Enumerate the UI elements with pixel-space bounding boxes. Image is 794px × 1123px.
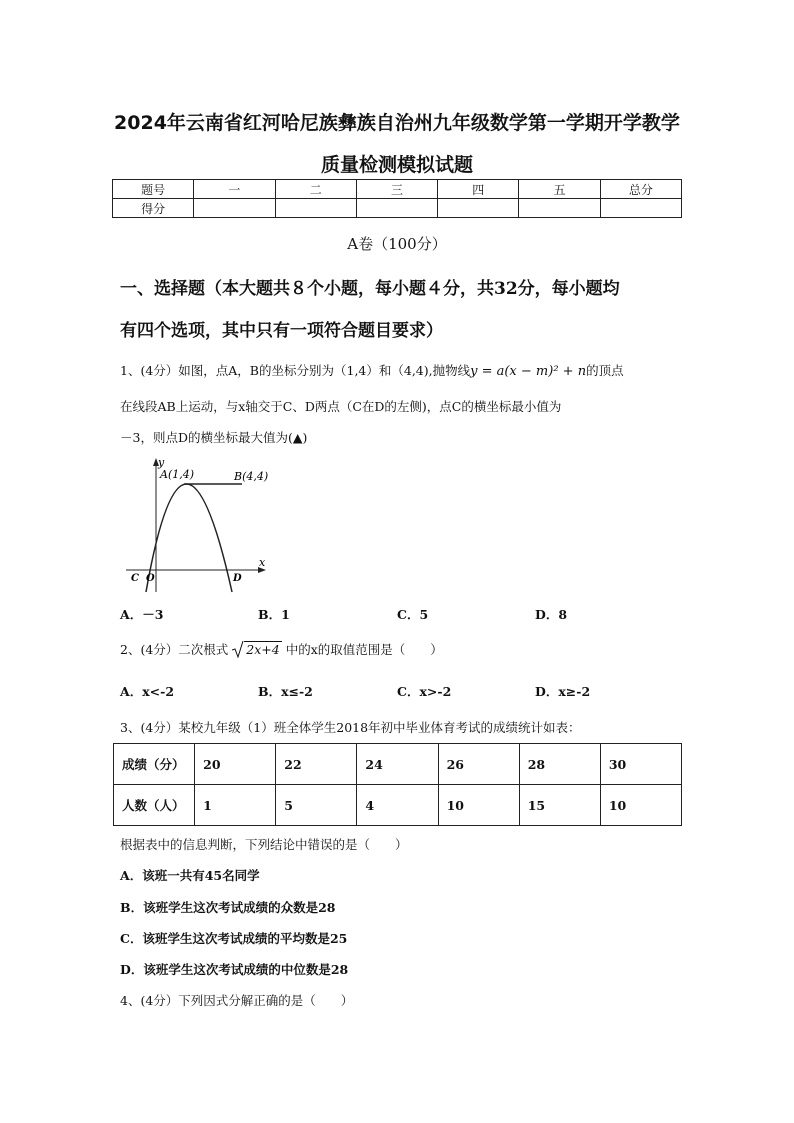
q1-suffix: 的顶点: [586, 363, 624, 378]
parabola-curve: [146, 484, 232, 592]
score-table-header-row: [113, 180, 682, 199]
volume-label: A卷（100分）: [347, 235, 447, 253]
q3-stem: 3、(4分）某校九年级（1）班全体学生2018年初中毕业体育考试的成绩统计如表：: [120, 720, 581, 735]
q3-table-cell: 26: [438, 744, 519, 785]
q3-option-c[interactable]: C．该班学生这次考试成绩的平均数是25: [120, 931, 348, 946]
q1-formula: y = a(x − m)² + n: [470, 364, 587, 379]
q3-table-cell: 5: [276, 785, 357, 826]
score-empty-cell: [438, 199, 519, 218]
q2-prefix: 2、(4分）二次根式: [120, 642, 229, 657]
radical-sign-icon: [232, 640, 244, 658]
q1-option-d[interactable]: D．8: [535, 607, 568, 622]
score-row-label: 得分: [113, 199, 194, 218]
q3-option-d[interactable]: D．该班学生这次考试成绩的中位数是28: [120, 962, 349, 977]
point-d-label: D: [233, 573, 242, 584]
q2-stem: [120, 640, 443, 658]
q3-option-a[interactable]: A．该班一共有45名同学: [120, 868, 260, 883]
score-header-cell: 题号: [113, 180, 194, 199]
score-header-cell: 一: [194, 180, 275, 199]
q3-option-b[interactable]: B．该班学生这次考试成绩的众数是28: [120, 900, 336, 915]
point-b-label: B(4,4): [234, 470, 269, 483]
section-heading-line2: 有四个选项，其中只有一项符合题目要求）: [120, 321, 443, 341]
q3-table-cell: 10: [438, 785, 519, 826]
point-c-label: C: [131, 573, 139, 584]
q3-table-cell: 22: [276, 744, 357, 785]
q2-option-c[interactable]: C．x>-2: [397, 684, 452, 699]
q3-table-row-score: [114, 744, 682, 785]
q3-table-cell: 20: [195, 744, 276, 785]
score-header-cell: 二: [275, 180, 356, 199]
q2-suffix: 中的x的取值范围是（ ）: [285, 642, 443, 657]
q3-table-cell: 人数（人）: [114, 785, 195, 826]
q1-prefix: 1、(4分）如图，点A，B的坐标分别为（1,4）和（4,4),抛物线: [120, 363, 471, 378]
document-title-line1: 2024年云南省红河哈尼族彝族自治州九年级数学第一学期开学教学: [114, 112, 680, 134]
q2-option-a[interactable]: A．x<-2: [120, 684, 175, 699]
q2-radicand: 2x+4: [246, 642, 280, 657]
origin-label: O: [146, 573, 155, 584]
q3-table-cell: 15: [519, 785, 600, 826]
q2-option-d[interactable]: D．x≥-2: [535, 684, 591, 699]
score-empty-cell: [519, 199, 600, 218]
q1-stem-line3: －3，则点D的横坐标最大值为(▲): [120, 430, 308, 445]
q2-option-b[interactable]: B．x≤-2: [258, 684, 313, 699]
score-empty-cell: [194, 199, 275, 218]
q3-followup: 根据表中的信息判断，下列结论中错误的是（ ）: [120, 837, 408, 852]
point-a-label: A(1,4): [160, 468, 195, 481]
y-axis-label: y: [158, 456, 165, 469]
q1-option-b[interactable]: B．1: [258, 607, 290, 622]
q3-table-cell: 28: [519, 744, 600, 785]
q3-table-cell: 4: [357, 785, 438, 826]
q1-option-a[interactable]: A．－3: [120, 607, 164, 622]
q4-stem: 4、(4分）下列因式分解正确的是（ ）: [120, 993, 354, 1008]
q3-grades-table: [113, 743, 682, 826]
q3-table-cell: 24: [357, 744, 438, 785]
q3-table-row-count: [114, 785, 682, 826]
score-empty-cell: [356, 199, 437, 218]
score-header-cell: 三: [356, 180, 437, 199]
score-header-cell: 四: [438, 180, 519, 199]
q1-stem-line2: 在线段AB上运动，与x轴交于C、D两点（C在D的左侧)，点C的横坐标最小值为: [120, 399, 562, 414]
score-table: [112, 179, 682, 218]
q3-table-cell: 成绩（分）: [114, 744, 195, 785]
score-empty-cell: [275, 199, 356, 218]
score-empty-cell: [600, 199, 681, 218]
score-header-cell: 五: [519, 180, 600, 199]
score-table-value-row: [113, 199, 682, 218]
score-header-cell: 总分: [600, 180, 681, 199]
q1-stem-line1: [120, 361, 624, 379]
q2-radical: [232, 642, 281, 657]
q1-parabola-figure: [118, 452, 278, 597]
x-axis-label: x: [259, 556, 266, 569]
section-heading-line1: 一、选择题（本大题共８个小题，每小题４分，共32分，每小题均: [120, 279, 620, 299]
q1-option-c[interactable]: C．5: [397, 607, 429, 622]
q3-table-cell: 10: [600, 785, 681, 826]
q3-table-cell: 30: [600, 744, 681, 785]
document-title-line2: 质量检测模拟试题: [320, 154, 473, 176]
q3-table-cell: 1: [195, 785, 276, 826]
